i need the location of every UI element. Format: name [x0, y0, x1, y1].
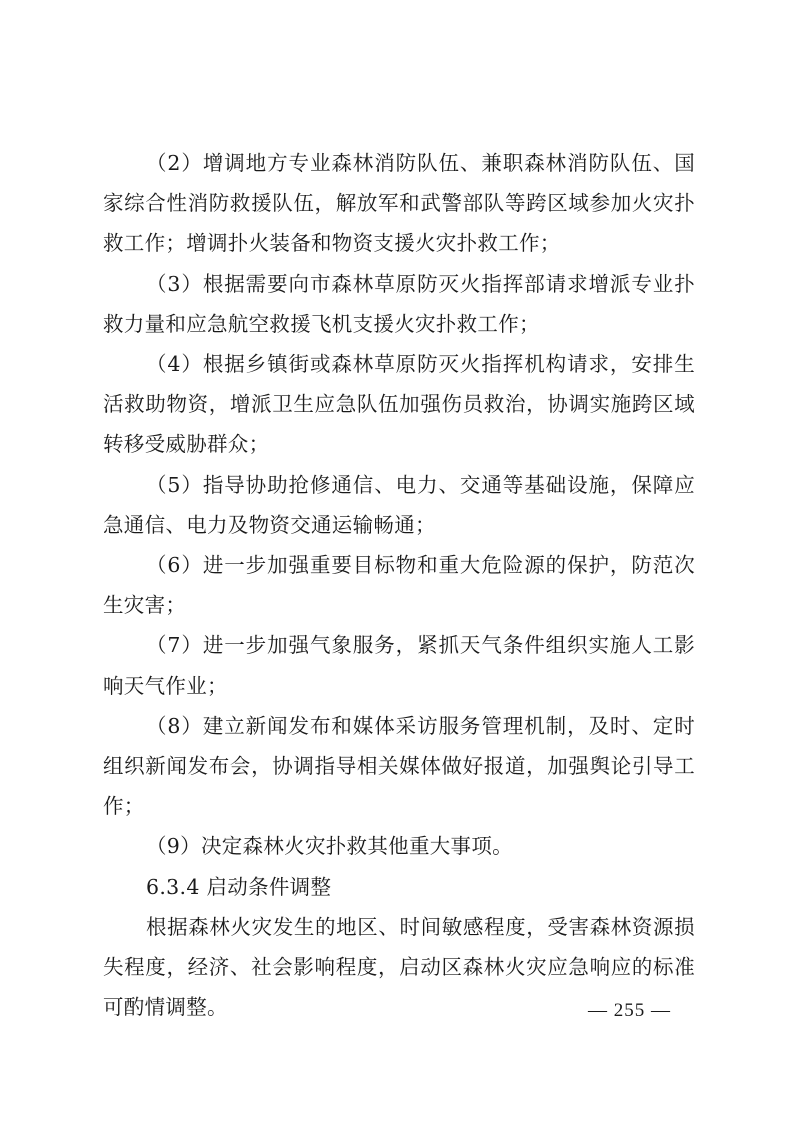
section-heading: 6.3.4 启动条件调整 [146, 874, 332, 899]
paragraph-item-9: （9）决定森林火灾扑救其他重大事项。 [146, 834, 513, 859]
paragraph-body: 根据森林火灾发生的地区、时间敏感程度，受害森林资源损失程度，经济、社会影响程度，启动区森林火灾应急响应的标准可酌情调整。 [103, 914, 695, 1020]
paragraph-item-7: （7）进一步加强气象服务，紧抓天气条件组织实施人工影响天气作业； [103, 633, 695, 698]
paragraph-item-4: （4）根据乡镇街或森林草原防灭火指挥机构请求，安排生活救助物资，增派卫生应急队伍加强伤员救治，协调实施跨区域转移受威胁群众； [103, 352, 695, 457]
paragraph-item-3: （3）根据需要向市森林草原防灭火指挥部请求增派专业扑救力量和应急航空救援飞机支援火灾扑救工作； [103, 271, 695, 336]
paragraph-item-5: （5）指导协助抢修通信、电力、交通等基础设施，保障应急通信、电力及物资交通运输畅通； [103, 472, 695, 537]
paragraph-item-6: （6）进一步加强重要目标物和重大危险源的保护，防范次生灾害； [103, 553, 695, 618]
page-number: — 255 — [588, 1000, 671, 1021]
document-body [103, 143, 695, 1027]
paragraph-item-8: （8）建立新闻发布和媒体采访服务管理机制，及时、定时组织新闻发布会，协调指导相关媒体做好报道，加强舆论引导工作； [103, 713, 695, 819]
paragraph-item-2: （2）增调地方专业森林消防队伍、兼职森林消防队伍、国家综合性消防救援队伍，解放军和武警部队等跨区域参加火灾扑救工作；增调扑火装备和物资支援火灾扑救工作； [103, 151, 695, 256]
